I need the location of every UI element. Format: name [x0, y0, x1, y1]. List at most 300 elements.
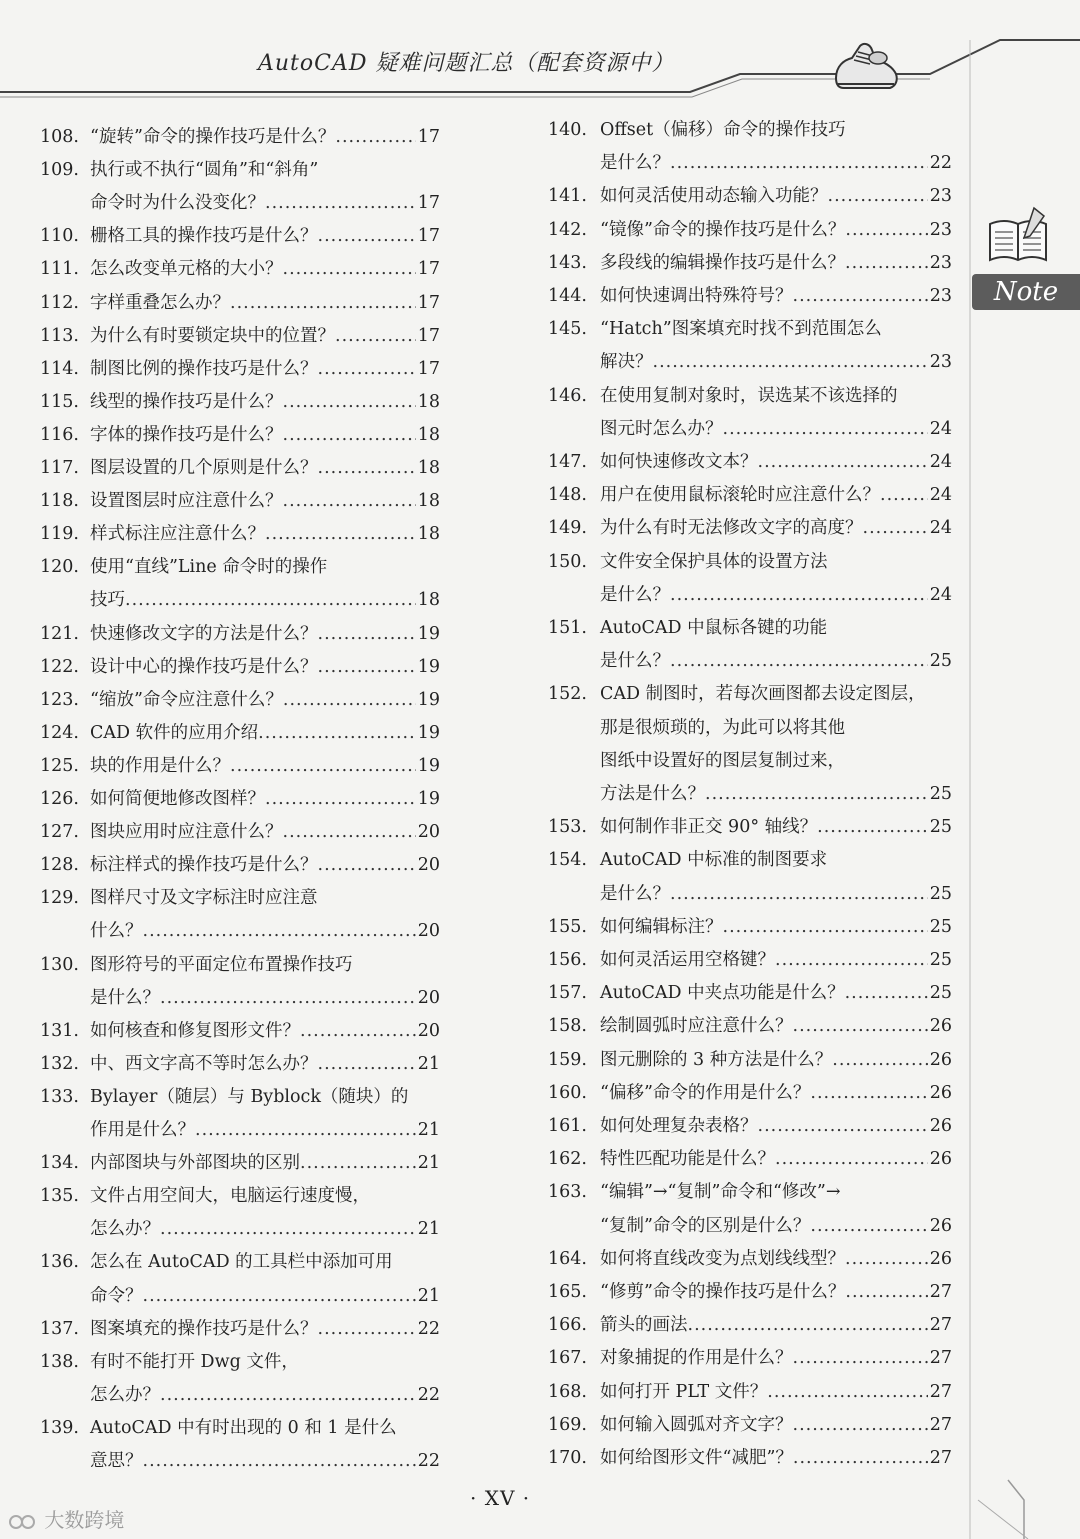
toc-page-number: 24 — [929, 452, 952, 472]
toc-entry-number: 162. — [548, 1149, 587, 1170]
toc-entry-title: 怎么办？ — [90, 1219, 160, 1240]
toc-entry-number: 118. — [40, 491, 79, 512]
dot-leader — [810, 1215, 927, 1237]
dot-leader — [335, 325, 416, 347]
toc-page-number: 19 — [417, 623, 440, 644]
toc-entry-title: 图案填充的操作技巧是什么？ — [90, 1318, 318, 1339]
toc-entry-title: 如何处理复杂表格？ — [600, 1116, 758, 1136]
dot-leader — [817, 816, 928, 838]
dot-leader — [767, 1381, 927, 1403]
toc-page-number: 25 — [929, 883, 952, 904]
toc-entry-title: 如何灵活使用动态输入功能？ — [600, 186, 828, 207]
toc-entry — [548, 916, 952, 938]
dot-leader — [160, 987, 416, 1009]
dot-leader — [793, 1414, 928, 1436]
dot-leader — [283, 821, 416, 843]
toc-entry — [40, 1417, 397, 1439]
toc-entry — [40, 457, 440, 479]
toc-page-number: 24 — [929, 418, 952, 439]
toc-entry-number: 109. — [40, 160, 79, 181]
page-number: · XV · — [470, 1486, 531, 1510]
toc-page-number: 20 — [417, 1020, 440, 1041]
toc-entry — [548, 252, 952, 274]
toc-entry-title: “编辑”→“复制”命令和“修改”→ — [600, 1182, 841, 1203]
dot-leader — [775, 949, 928, 971]
toc-entry-title: 怎么办？ — [90, 1384, 160, 1405]
toc-entry — [548, 1281, 952, 1303]
toc-entry-number: 129. — [40, 888, 79, 909]
dot-leader — [832, 1049, 927, 1071]
toc-page-number: 25 — [929, 784, 952, 804]
toc-page-number: 23 — [929, 252, 952, 273]
toc-entry-title: 绘制圆弧时应注意什么？ — [600, 1016, 793, 1037]
toc-entry-number: 119. — [40, 524, 79, 545]
toc-entry — [40, 1185, 370, 1207]
toc-entry-title: “修剪”命令的操作技巧是什么？ — [600, 1282, 846, 1302]
toc-entry-title: 技巧 — [90, 590, 125, 611]
toc-entry-number: 131. — [40, 1020, 79, 1041]
toc-entry-continuation — [90, 1450, 440, 1472]
note-tab: Note — [972, 274, 1080, 310]
toc-page-number: 21 — [417, 1153, 440, 1174]
dot-leader — [670, 152, 928, 174]
toc-entry-title: 如何灵活运用空格键？ — [600, 950, 775, 970]
toc-entry-number: 153. — [548, 817, 587, 838]
toc-entry-number: 148. — [548, 485, 587, 506]
toc-page-number: 19 — [417, 789, 440, 809]
toc-entry-title: CAD 软件的应用介绍 — [90, 722, 259, 743]
toc-entry-title: 内部图块与外部图块的区别 — [90, 1153, 300, 1174]
toc-entry-title: AutoCAD 中标准的制图要求 — [600, 850, 828, 871]
dot-leader — [230, 292, 416, 314]
toc-entry-title: 栅格工具的操作技巧是什么？ — [90, 226, 318, 247]
toc-entry — [600, 717, 845, 739]
dot-leader — [283, 424, 416, 446]
toc-entry-title: 如何简便地修改图样？ — [90, 789, 265, 809]
toc-entry-number: 134. — [40, 1153, 79, 1174]
toc-page-number: 18 — [417, 458, 440, 478]
toc-entry-title: AutoCAD 中鼠标各键的功能 — [600, 618, 828, 638]
toc-page-number: 18 — [417, 491, 440, 512]
toc-entry-title: 用户在使用鼠标滚轮时应注意什么？ — [600, 485, 880, 506]
toc-entry — [40, 1351, 299, 1373]
toc-entry-continuation — [90, 1285, 440, 1307]
toc-entry-title: 样式标注应注意什么？ — [90, 524, 265, 545]
dot-leader — [705, 783, 928, 805]
toc-entry-number: 163. — [548, 1182, 587, 1203]
toc-entry — [40, 689, 440, 711]
toc-entry-number: 110. — [40, 226, 79, 247]
toc-page-number: 25 — [929, 817, 952, 838]
toc-entry-title: 制图比例的操作技巧是什么？ — [90, 358, 318, 379]
toc-page-number: 26 — [929, 1016, 952, 1037]
toc-entry-number: 123. — [40, 689, 79, 710]
toc-page-number: 17 — [417, 325, 440, 346]
dot-leader — [143, 1285, 416, 1307]
toc-entry — [548, 949, 952, 971]
toc-entry-title: 对象捕捉的作用是什么？ — [600, 1348, 793, 1369]
toc-entry-number: 147. — [548, 452, 587, 472]
toc-entry — [40, 292, 440, 314]
toc-entry-title: 字体的操作技巧是什么？ — [90, 424, 283, 445]
toc-entry — [548, 1347, 952, 1369]
dot-leader — [265, 788, 416, 810]
toc-entry-title: AutoCAD 中夹点功能是什么？ — [600, 983, 845, 1004]
dot-leader — [160, 1218, 416, 1240]
toc-entry-number: 150. — [548, 551, 587, 572]
toc-entry-number: 144. — [548, 286, 587, 306]
toc-entry — [548, 517, 952, 539]
toc-entry-number: 166. — [548, 1315, 587, 1336]
toc-entry-title: 如何给图形文件“减肥”？ — [600, 1448, 793, 1468]
toc-entry — [40, 225, 440, 247]
toc-page-number: 25 — [929, 916, 952, 937]
toc-entry — [548, 1314, 952, 1336]
toc-page-number: 18 — [417, 424, 440, 445]
toc-entry-number: 169. — [548, 1414, 587, 1435]
toc-entry-continuation — [90, 1218, 440, 1240]
toc-entry — [40, 258, 440, 280]
toc-entry-title: Offset（偏移）命令的操作技巧 — [600, 120, 846, 140]
toc-entry-number: 140. — [548, 120, 587, 140]
dot-leader — [670, 584, 928, 606]
toc-page-number: 19 — [417, 689, 440, 710]
dot-leader — [758, 451, 928, 473]
toc-page-number: 17 — [417, 127, 440, 147]
toc-entry — [40, 490, 440, 512]
toc-entry-title: 文件占用空间大，电脑运行速度慢， — [90, 1186, 370, 1207]
toc-page-number: 19 — [417, 722, 440, 743]
toc-entry — [40, 954, 353, 976]
toc-entry — [548, 816, 952, 838]
toc-entry-continuation — [600, 650, 952, 672]
toc-entry-number: 161. — [548, 1116, 587, 1136]
toc-entry-title: 使用“直线”Line 命令时的操作 — [90, 557, 328, 578]
toc-entry-continuation — [90, 1384, 440, 1406]
toc-entry-number: 128. — [40, 855, 79, 876]
toc-entry — [40, 523, 440, 545]
toc-entry-number: 158. — [548, 1016, 587, 1037]
toc-entry-number: 121. — [40, 623, 79, 644]
toc-entry-number: 154. — [548, 850, 587, 871]
dot-leader — [125, 589, 416, 611]
toc-entry — [40, 1251, 393, 1273]
open-book-icon — [986, 206, 1050, 266]
toc-entry — [40, 1086, 408, 1108]
dot-leader — [863, 517, 928, 539]
dot-leader — [335, 126, 415, 148]
toc-entry — [548, 318, 882, 340]
toc-entry — [548, 219, 952, 241]
dot-leader — [160, 1384, 416, 1406]
toc-entry-number: 165. — [548, 1282, 587, 1302]
dot-leader — [793, 1015, 928, 1037]
toc-entry — [40, 126, 440, 148]
toc-entry-title: CAD 制图时，若每次画图都去设定图层， — [600, 684, 926, 705]
toc-entry-number: 132. — [40, 1053, 79, 1074]
toc-page-number: 20 — [417, 855, 440, 876]
toc-entry-title: “镜像”命令的操作技巧是什么？ — [600, 219, 846, 240]
dot-leader — [318, 1053, 416, 1075]
toc-entry — [40, 854, 440, 876]
toc-entry-number: 139. — [40, 1417, 79, 1438]
dot-leader — [670, 650, 928, 672]
toc-page-number: 25 — [929, 950, 952, 970]
toc-entry-title: 为什么有时要锁定块中的位置？ — [90, 325, 335, 346]
toc-entry — [40, 755, 440, 777]
watermark — [8, 1504, 124, 1533]
toc-entry-title: “复制”命令的区别是什么？ — [600, 1215, 811, 1236]
toc-entry — [40, 391, 440, 413]
dot-leader — [318, 656, 416, 678]
toc-entry-title: 图样尺寸及文字标注时应注意 — [90, 888, 318, 909]
toc-entry-title: 如何打开 PLT 文件？ — [600, 1381, 768, 1402]
dot-leader — [318, 1318, 416, 1340]
dot-leader — [793, 1347, 928, 1369]
toc-entry-number: 125. — [40, 755, 79, 776]
toc-page-number: 23 — [929, 352, 952, 373]
toc-entry — [548, 551, 828, 573]
toc-entry-title: 中、西文字高不等时怎么办？ — [90, 1053, 318, 1074]
toc-entry — [548, 484, 952, 506]
toc-entry-title: 为什么有时无法修改文字的高度？ — [600, 518, 863, 539]
toc-entry — [548, 1082, 952, 1104]
toc-page-number: 17 — [417, 292, 440, 313]
toc-page-number: 27 — [929, 1348, 952, 1369]
toc-entry-number: 142. — [548, 219, 587, 240]
toc-entry-continuation — [600, 418, 952, 440]
dot-leader — [143, 920, 416, 942]
dot-leader — [318, 457, 416, 479]
toc-entry — [548, 1248, 952, 1270]
toc-entry — [548, 1148, 952, 1170]
dot-leader — [828, 185, 928, 207]
toc-page-number: 23 — [929, 219, 952, 240]
dot-leader — [283, 391, 416, 413]
toc-page-number: 18 — [417, 524, 440, 545]
toc-entry-title: “缩放”命令应注意什么？ — [90, 689, 283, 710]
toc-entry-continuation — [600, 783, 952, 805]
toc-entry — [40, 1152, 440, 1174]
dot-leader — [318, 623, 416, 645]
toc-entry-number: 156. — [548, 950, 587, 970]
toc-page-number: 27 — [929, 1448, 952, 1468]
dot-leader — [265, 192, 416, 214]
toc-entry-number: 152. — [548, 684, 587, 705]
toc-entry-number: 167. — [548, 1348, 587, 1369]
dot-leader — [143, 1450, 416, 1472]
toc-entry-title: 字样重叠怎么办？ — [90, 292, 230, 313]
toc-page-number: 22 — [929, 153, 952, 174]
dot-leader — [258, 722, 416, 744]
toc-entry-number: 149. — [548, 518, 587, 539]
toc-entry-continuation — [600, 351, 952, 373]
dot-leader — [793, 285, 928, 307]
toc-page-number: 20 — [417, 822, 440, 843]
toc-entry-continuation — [600, 584, 952, 606]
toc-entry-continuation — [90, 192, 440, 214]
dot-leader — [723, 418, 928, 440]
toc-page-number: 17 — [417, 358, 440, 379]
toc-entry-number: 117. — [40, 458, 79, 478]
dot-leader — [758, 1115, 928, 1137]
toc-page-number: 21 — [417, 1053, 440, 1074]
toc-entry-title: 图形符号的平面定位布置操作技巧 — [90, 954, 353, 975]
page-header — [0, 0, 1080, 100]
toc-page-number: 24 — [929, 584, 952, 605]
toc-entry-continuation — [600, 152, 952, 174]
toc-entry — [40, 1020, 440, 1042]
toc-page-number: 18 — [417, 590, 440, 611]
dot-leader — [810, 1082, 927, 1104]
toc-entry-title: 如何输入圆弧对齐文字？ — [600, 1414, 793, 1435]
toc-page-number: 27 — [929, 1315, 952, 1336]
dot-leader — [845, 1248, 928, 1270]
dot-leader — [670, 883, 928, 905]
toc-page-number: 26 — [929, 1082, 952, 1103]
toc-entry-number: 113. — [40, 325, 79, 346]
toc-entry — [40, 887, 318, 909]
toc-entry — [40, 556, 327, 578]
toc-entry-title: 是什么？ — [600, 584, 670, 605]
toc-page-number: 27 — [929, 1414, 952, 1435]
toc-entry-title: 方法是什么？ — [600, 784, 705, 804]
toc-entry-title: 作用是什么？ — [90, 1120, 195, 1140]
toc-page-number: 27 — [929, 1381, 952, 1402]
toc-entry-title: “偏移”命令的作用是什么？ — [600, 1082, 811, 1103]
toc-entry-title: 是什么？ — [600, 883, 670, 904]
toc-entry — [40, 656, 440, 678]
toc-page-number: 26 — [929, 1149, 952, 1170]
dot-leader — [845, 982, 928, 1004]
toc-entry-number: 133. — [40, 1086, 79, 1107]
toc-entry-title: 如何将直线改变为点划线线型？ — [600, 1248, 845, 1269]
toc-entry — [548, 1447, 952, 1469]
toc-entry-number: 112. — [40, 292, 79, 313]
watermark-logo-icon — [8, 1512, 38, 1532]
toc-entry-title: 如何快速调出特殊符号？ — [600, 286, 793, 306]
toc-page-number: 17 — [417, 259, 440, 280]
toc-entry-title: 文件安全保护具体的设置方法 — [600, 551, 828, 572]
dot-leader — [723, 916, 928, 938]
toc-page-number: 20 — [417, 987, 440, 1008]
toc-entry — [40, 722, 440, 744]
toc-entry — [40, 325, 440, 347]
toc-entry-number: 122. — [40, 656, 79, 677]
toc-entry-number: 170. — [548, 1448, 587, 1468]
dot-leader — [195, 1119, 416, 1141]
toc-entry — [40, 623, 440, 645]
toc-entry-continuation — [600, 1215, 952, 1237]
toc-page-number: 23 — [929, 286, 952, 306]
dot-leader — [845, 1281, 927, 1303]
toc-page-number: 22 — [417, 1451, 440, 1471]
toc-entry — [548, 982, 952, 1004]
toc-entry-number: 120. — [40, 557, 79, 578]
toc-entry-title: 如何编辑标注？ — [600, 916, 723, 937]
toc-entry-number: 126. — [40, 789, 79, 809]
toc-entry-number: 143. — [548, 252, 587, 273]
toc-entry-title: 图元时怎么办？ — [600, 418, 723, 439]
toc-entry-title: 有时不能打开 Dwg 文件， — [90, 1351, 299, 1372]
toc-page-number: 17 — [417, 193, 440, 214]
toc-entry-title: 快速修改文字的方法是什么？ — [90, 623, 318, 644]
toc-entry-title: 图层设置的几个原则是什么？ — [90, 458, 318, 478]
toc-entry-continuation — [90, 589, 440, 611]
toc-entry-continuation — [90, 920, 440, 942]
toc-entry — [548, 1049, 952, 1071]
toc-entry-title: 是什么？ — [600, 153, 670, 174]
toc-entry-number: 138. — [40, 1351, 79, 1372]
dot-leader — [688, 1314, 928, 1336]
toc-entry — [548, 1381, 952, 1403]
toc-page-number: 19 — [417, 755, 440, 776]
toc-entry-title: 箭头的画法 — [600, 1315, 688, 1336]
toc-entry-title: Bylayer（随层）与 Byblock（随块）的 — [90, 1086, 409, 1107]
dot-leader — [775, 1148, 928, 1170]
toc-entry-title: “Hatch”图案填充时找不到范围怎么 — [600, 319, 882, 340]
toc-entry-number: 141. — [548, 186, 587, 207]
toc-entry-number: 136. — [40, 1252, 79, 1273]
toc-entry-number: 157. — [548, 983, 587, 1004]
toc-entry-number: 145. — [548, 319, 587, 340]
toc-entry-number: 130. — [40, 954, 79, 975]
toc-entry-number: 137. — [40, 1318, 79, 1339]
toc-entry-title: 图元删除的 3 种方法是什么？ — [600, 1049, 833, 1070]
toc-entry-continuation — [90, 1119, 440, 1141]
toc-entry-title: 那是很烦琐的，为此可以将其他 — [600, 717, 845, 738]
toc-entry — [548, 849, 827, 871]
toc-entry — [548, 185, 952, 207]
toc-entry — [548, 285, 952, 307]
toc-entry-title: 标注样式的操作技巧是什么？ — [90, 855, 318, 876]
toc-entry-number: 151. — [548, 618, 587, 638]
toc-entry-title: 命令？ — [90, 1285, 143, 1306]
dot-leader — [845, 252, 928, 274]
sneaker-icon — [830, 38, 902, 96]
toc-entry-number: 114. — [40, 358, 79, 379]
dot-leader — [300, 1152, 416, 1174]
toc-entry-number: 155. — [548, 916, 587, 937]
toc-entry-title: 怎么改变单元格的大小？ — [90, 259, 283, 280]
toc-entry-title: 是什么？ — [600, 651, 670, 672]
dot-leader — [793, 1447, 928, 1469]
dot-leader — [230, 755, 416, 777]
toc-entry-title: 特性匹配功能是什么？ — [600, 1149, 775, 1170]
toc-entry — [548, 683, 926, 705]
toc-page-number: 26 — [929, 1049, 952, 1070]
toc-page-number: 25 — [929, 651, 952, 672]
toc-page-number: 25 — [929, 983, 952, 1004]
toc-page-number: 26 — [929, 1116, 952, 1136]
toc-entry-number: 116. — [40, 424, 79, 445]
toc-page-number: 17 — [417, 226, 440, 247]
dot-leader — [653, 351, 928, 373]
toc-entry-title: 设置图层时应注意什么？ — [90, 491, 283, 512]
toc-entry — [40, 821, 440, 843]
dot-leader — [283, 689, 416, 711]
toc-entry-continuation — [600, 883, 952, 905]
toc-entry — [548, 617, 827, 639]
toc-entry-number: 111. — [40, 259, 79, 280]
toc-entry — [548, 385, 898, 407]
dot-leader — [845, 219, 927, 241]
toc-entry-title: 在使用复制对象时，误选某不该选择的 — [600, 385, 898, 406]
toc-page-number: 20 — [417, 921, 440, 942]
toc-page-number: 21 — [417, 1120, 440, 1140]
toc-page-number: 24 — [929, 485, 952, 506]
toc-entry-title: 执行或不执行“圆角”和“斜角” — [90, 160, 319, 181]
